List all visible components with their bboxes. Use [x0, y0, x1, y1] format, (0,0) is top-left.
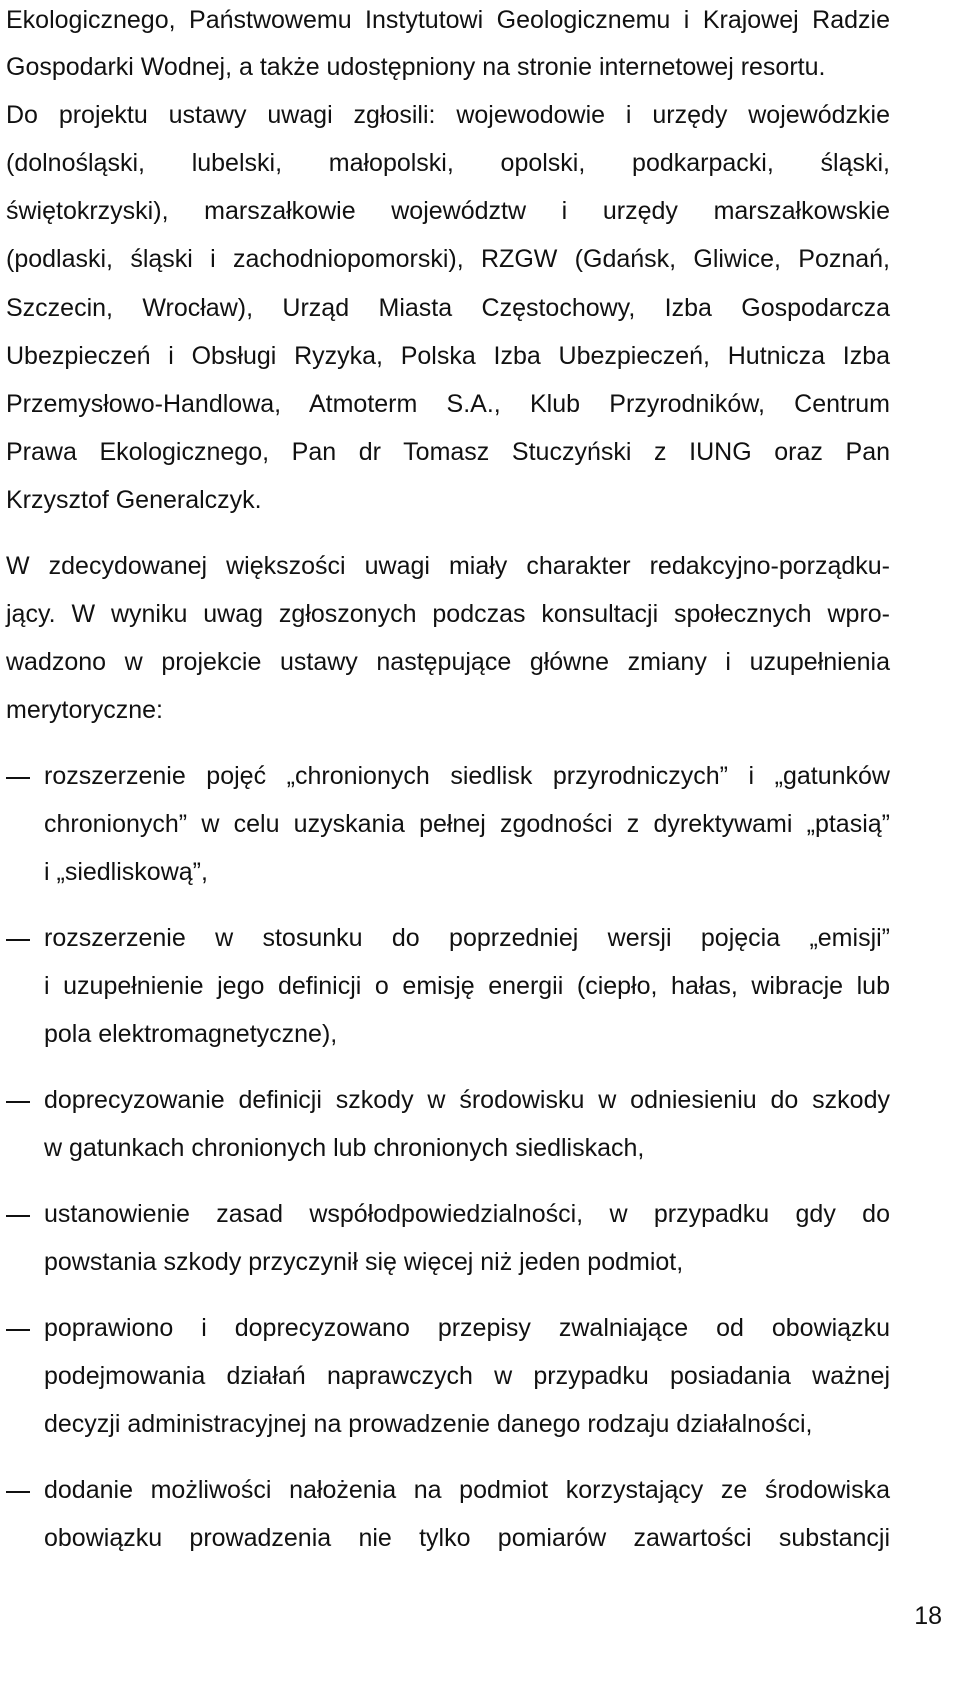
bullet-line: obowiązku prowadzenia nie tylko pomiarów zawartości substancji: [44, 1524, 890, 1552]
paragraph-line: Szczecin, Wrocław), Urząd Miasta Częstochowy, Izba Gospodarcza: [6, 294, 890, 322]
paragraph-line: wadzono w projekcie ustawy następujące główne zmiany i uzupełnienia: [6, 648, 890, 676]
paragraph-line: (podlaski, śląski i zachodniopomorski), RZGW (Gdańsk, Gliwice, Poznań,: [6, 245, 890, 273]
page-number: 18: [914, 1602, 942, 1630]
paragraph-line: Gospodarki Wodnej, a także udostępniony na stronie internetowej resortu.: [6, 53, 826, 81]
bullet-line: chronionych” w celu uzyskania pełnej zgodności z dyrektywami „ptasią”: [44, 810, 890, 838]
paragraph-line: W zdecydowanej większości uwagi miały charakter redakcyjno-porządku-: [6, 552, 890, 580]
bullet-line: decyzji administracyjnej na prowadzenie danego rodzaju działalności,: [44, 1410, 813, 1438]
paragraph-line: świętokrzyski), marszałkowie województw i urzędy marszałkowskie: [6, 197, 890, 225]
bullet-line: rozszerzenie pojęć „chronionych siedlisk przyrodniczych” i „gatunków: [44, 762, 890, 790]
dash-bullet: [6, 758, 22, 794]
bullet-line: podejmowania działań naprawczych w przypadku posiadania ważnej: [44, 1362, 890, 1390]
dash-bullet: [6, 1082, 22, 1118]
bullet-line: i uzupełnienie jego definicji o emisję energii (ciepło, hałas, wibracje lub: [44, 972, 890, 1000]
bullet-line: poprawiono i doprecyzowano przepisy zwalniające od obowiązku: [44, 1314, 890, 1342]
dash-bullet: [6, 1196, 22, 1232]
paragraph-line: jący. W wyniku uwag zgłoszonych podczas konsultacji społecznych wpro-: [6, 600, 890, 628]
bullet-line: powstania szkody przyczynił się więcej niż jeden podmiot,: [44, 1248, 684, 1276]
paragraph-line: merytoryczne:: [6, 696, 163, 724]
bullet-line: doprecyzowanie definicji szkody w środowisku w odniesieniu do szkody: [44, 1086, 890, 1114]
bullet-line: pola elektromagnetyczne),: [44, 1020, 338, 1048]
paragraph-line: Przemysłowo-Handlowa, Atmoterm S.A., Klub Przyrodników, Centrum: [6, 390, 890, 418]
bullet-line: dodanie możliwości nałożenia na podmiot korzystający ze środowiska: [44, 1476, 890, 1504]
dash-bullet: [6, 1310, 22, 1346]
bullet-line: i „siedliskową”,: [44, 858, 208, 886]
paragraph-line: Do projektu ustawy uwagi zgłosili: wojewodowie i urzędy wojewódzkie: [6, 101, 890, 129]
paragraph-line: Ekologicznego, Państwowemu Instytutowi Geologicznemu i Krajowej Radzie: [6, 6, 890, 34]
bullet-line: w gatunkach chronionych lub chronionych siedliskach,: [44, 1134, 645, 1162]
dash-bullet: [6, 920, 22, 956]
bullet-line: ustanowienie zasad współodpowiedzialności, w przypadku gdy do: [44, 1200, 890, 1228]
paragraph-line: Krzysztof Generalczyk.: [6, 486, 262, 514]
paragraph-line: Ubezpieczeń i Obsługi Ryzyka, Polska Izba Ubezpieczeń, Hutnicza Izba: [6, 342, 890, 370]
bullet-line: rozszerzenie w stosunku do poprzedniej wersji pojęcia „emisji”: [44, 924, 890, 952]
dash-bullet: [6, 1472, 22, 1508]
paragraph-line: Prawa Ekologicznego, Pan dr Tomasz Stuczyński z IUNG oraz Pan: [6, 438, 890, 466]
paragraph-line: (dolnośląski, lubelski, małopolski, opolski, podkarpacki, śląski,: [6, 149, 890, 177]
